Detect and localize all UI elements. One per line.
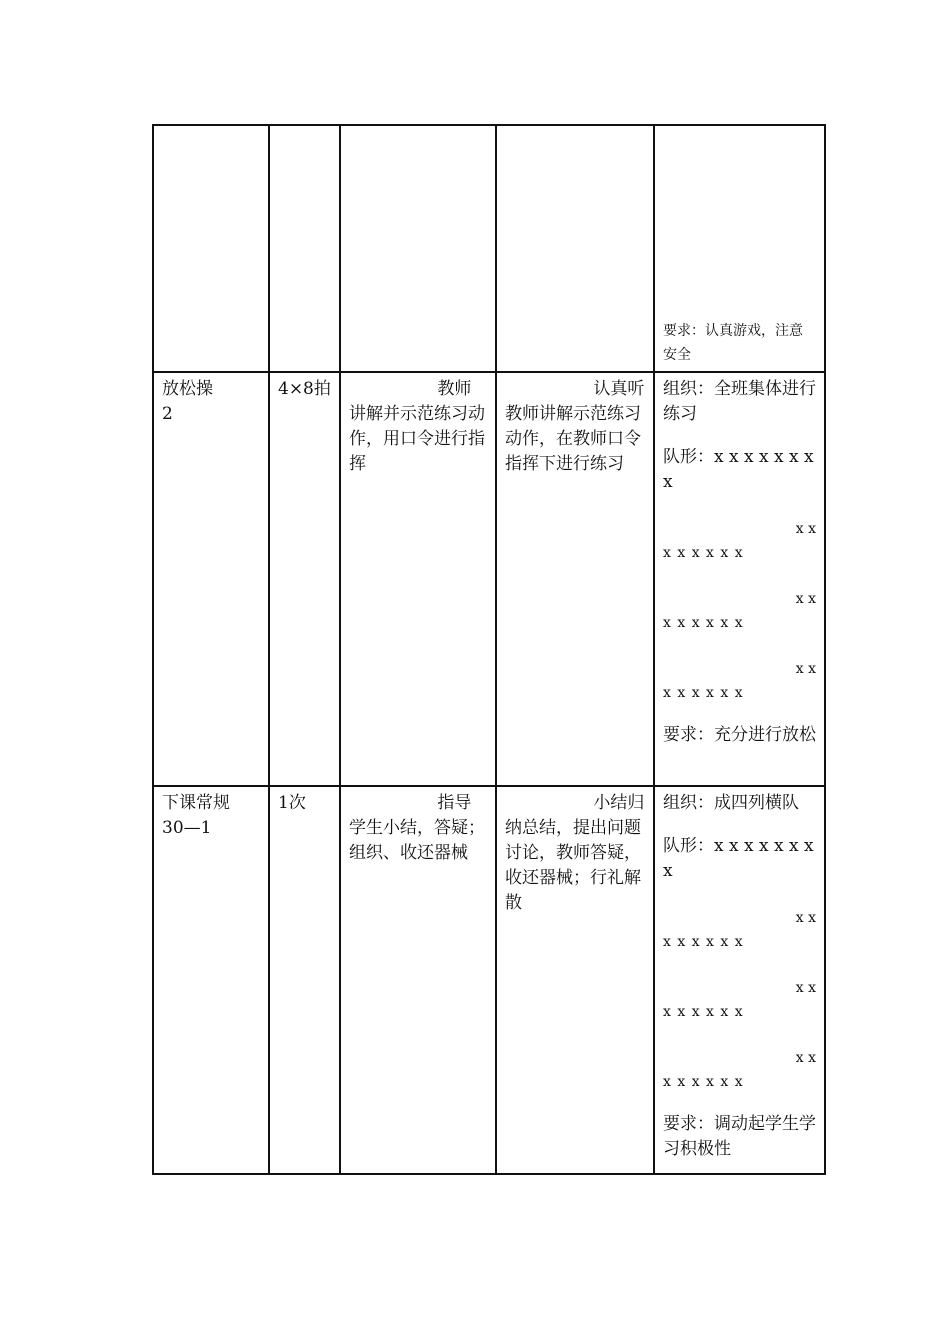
teacher-activity-text: 指导学生小结，答疑；组织、收还器械 xyxy=(349,793,485,863)
cell-organization xyxy=(654,125,825,372)
cell-organization xyxy=(654,372,825,786)
cell-teacher xyxy=(340,786,496,1174)
lesson-plan-table xyxy=(152,124,826,1175)
cell-student xyxy=(496,372,654,786)
formation-row: x x xyxy=(795,521,816,537)
teacher-activity-text: 教师讲解并示范练习动作，用口令进行指挥 xyxy=(349,379,485,474)
student-activity-text: 小结归纳总结，提出问题讨论，教师答疑，收还器械；行礼解散 xyxy=(505,793,645,913)
cell-amount xyxy=(269,125,340,372)
activity-name: 下课常规 xyxy=(162,793,230,813)
cell-content xyxy=(153,786,269,1174)
formation-row: x x xyxy=(795,1050,816,1066)
requirement-text: 要求：调动起学生学习积极性 xyxy=(663,1114,816,1159)
requirement-text: 要求：认真游戏，注意安全 xyxy=(663,323,803,363)
formation-row: x x x x x x xyxy=(663,685,743,701)
table-row xyxy=(153,125,825,372)
formation-row: x x x x x x xyxy=(663,1074,743,1090)
cell-teacher xyxy=(340,125,496,372)
organization-text: 组织：全班集体进行练习 xyxy=(663,379,816,424)
activity-name: 放松操 xyxy=(162,379,213,399)
formation-row: x x xyxy=(795,980,816,996)
table-row xyxy=(153,372,825,786)
requirement-text: 要求：充分进行放松 xyxy=(663,725,816,745)
organization-text: 组织：成四列横队 xyxy=(663,793,799,813)
cell-content xyxy=(153,125,269,372)
cell-student xyxy=(496,125,654,372)
cell-amount xyxy=(269,372,340,786)
cell-content xyxy=(153,372,269,786)
formation-row: x x xyxy=(795,910,816,926)
amount-text: 1次 xyxy=(278,793,306,813)
table-row xyxy=(153,786,825,1174)
cell-student xyxy=(496,786,654,1174)
formation-row: x x xyxy=(795,591,816,607)
formation-label: 队形：x x x x x x x x xyxy=(663,447,814,492)
cell-teacher xyxy=(340,372,496,786)
cell-amount xyxy=(269,786,340,1174)
student-activity-text: 认真听教师讲解示范练习动作，在教师口令指挥下进行练习 xyxy=(505,379,645,474)
formation-row: x x x x x x xyxy=(663,934,743,950)
activity-number: 30—1 xyxy=(162,818,212,838)
activity-number: 2 xyxy=(162,404,173,424)
formation-row: x x x x x x xyxy=(663,1004,743,1020)
formation-row: x x xyxy=(795,661,816,677)
formation-label: 队形：x x x x x x x x xyxy=(663,836,814,881)
formation-row: x x x x x x xyxy=(663,545,743,561)
formation-row: x x x x x x xyxy=(663,615,743,631)
cell-organization xyxy=(654,786,825,1174)
amount-text: 4×8拍 xyxy=(278,379,331,399)
